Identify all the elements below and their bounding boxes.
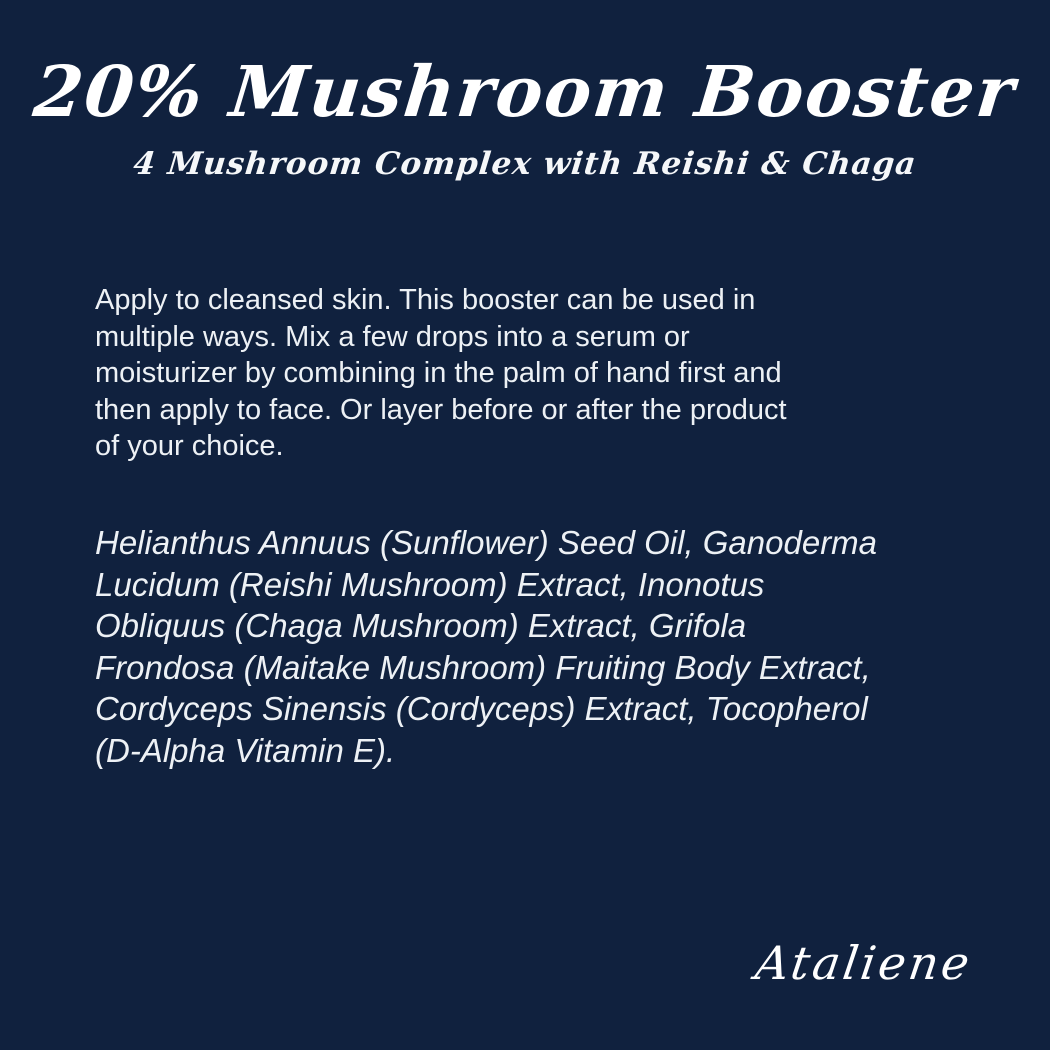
ingredients-line: Frondosa (Maitake Mushroom) Fruiting Body Extract, [95, 648, 871, 686]
page-title: 20% Mushroom Booster [29, 50, 1021, 133]
directions-line: Apply to cleansed skin. This booster can be used in [95, 284, 756, 316]
brand-signature: Ataliene [752, 936, 976, 990]
directions-line: moisturizer by combining in the palm of hand first and [95, 357, 782, 389]
directions-line: then apply to face. Or layer before or after the product [95, 393, 787, 426]
directions-line: multiple ways. Mix a few drops into a serum or [95, 320, 690, 353]
ingredients-line: Lucidum (Reishi Mushroom) Extract, Inonotus [95, 565, 765, 603]
ingredients-line: (D-Alpha Vitamin E). [95, 731, 396, 769]
ingredients-line: Obliquus (Chaga Mushroom) Extract, Grifola [95, 607, 747, 644]
ingredients-line: Helianthus Annuus (Sunflower) Seed Oil, Ganoderma [95, 524, 878, 561]
page-subtitle: 4 Mushroom Complex with Reishi & Chaga [131, 146, 919, 182]
directions-line: of your choice. [95, 430, 284, 462]
ingredients-paragraph [95, 522, 995, 771]
directions-paragraph [95, 282, 975, 465]
ingredients-line: Cordyceps Sinensis (Cordyceps) Extract, Tocopherol [95, 690, 868, 727]
